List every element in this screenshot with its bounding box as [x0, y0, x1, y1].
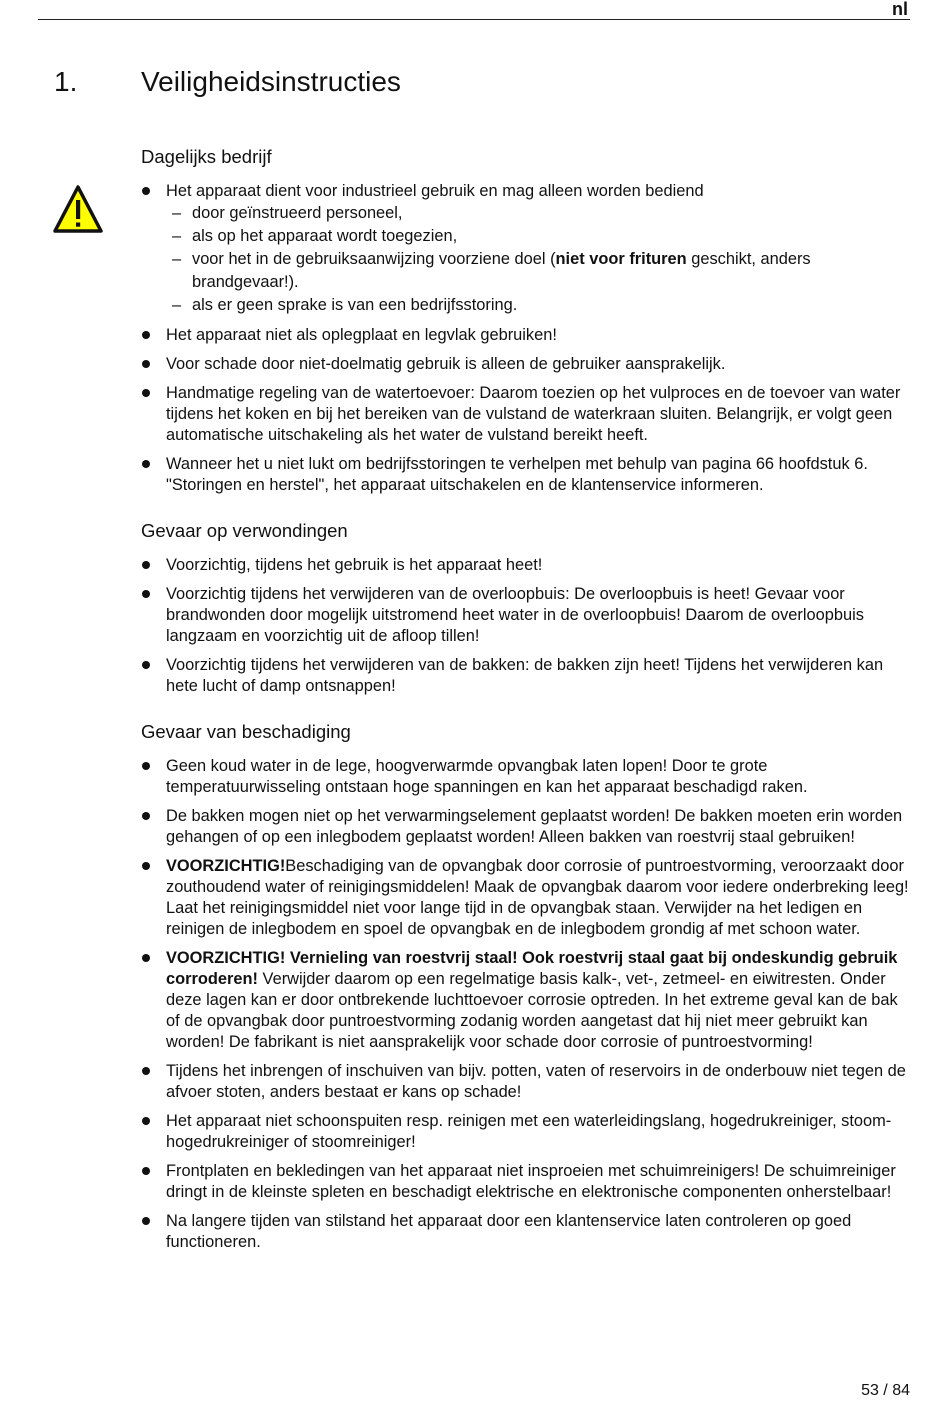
bold-text: VOORZICHTIG!	[166, 857, 286, 875]
list-item: Voor schade door niet-doelmatig gebruik is alleen de gebruiker aansprakelijk.	[141, 354, 913, 375]
text-span: voor het in de gebruiksaanwijzing voorziene doel (	[192, 250, 556, 268]
list-item	[141, 948, 913, 1053]
list-item: De bakken mogen niet op het verwarmingselement geplaatst worden! De bakken moeten erin worden gehangen of op een inlegbodem geplaatst worden! Alleen bakken van roestvrij staal gebruiken!	[141, 806, 913, 848]
page-content	[141, 146, 913, 1261]
bold-text: VOORZICHTIG! Vernieling van roestvrij staal! Ook roestvrij staal gaat bij ondeskundig gebruik corroderen!	[166, 949, 898, 988]
section-title: Gevaar op verwondingen	[141, 520, 348, 541]
list-item: Voorzichtig, tijdens het gebruik is het apparaat heet!	[141, 555, 913, 576]
list-item: Wanneer het u niet lukt om bedrijfsstoringen te verhelpen met behulp van pagina 66 hoofdstuk 6. "Storingen en herstel", het apparaat uitschakelen en de klantenservice informeren.	[141, 454, 913, 496]
sub-list	[166, 202, 913, 317]
section-title: Gevaar van beschadiging	[141, 721, 351, 742]
warning-triangle-icon	[52, 184, 104, 234]
chapter-title: Veiligheidsinstructies	[141, 66, 401, 97]
bullet-list	[141, 181, 913, 496]
chapter-number: 1.	[54, 66, 78, 97]
list-item: Geen koud water in de lege, hoogverwarmde opvangbak laten lopen! Door te grote temperatuurwisseling ontstaan hoge spanningen en kan het apparaat beschadigd raken.	[141, 756, 913, 798]
bold-text: niet voor frituren	[555, 250, 687, 268]
list-item	[141, 856, 913, 940]
list-item-text: Het apparaat dient voor industrieel gebruik en mag alleen worden bediend	[166, 182, 704, 200]
text-span: geschikt, anders brandgevaar!).	[192, 250, 811, 291]
language-code: nl	[892, 0, 908, 19]
bullet-list	[141, 555, 913, 697]
list-item: Frontplaten en bekledingen van het apparaat niet insproeien met schuimreinigers! De schuimreiniger dringt in de kleinste spleten en beschadigt elektrische en elektronische componenten onherstelbaar!	[141, 1161, 913, 1203]
bullet-list	[141, 756, 913, 1253]
page-number: 53 / 84	[861, 1382, 910, 1399]
list-item: Het apparaat niet als oplegplaat en legvlak gebruiken!	[141, 325, 913, 346]
header-rule	[38, 19, 910, 20]
section-damage-hazard	[141, 721, 913, 1253]
list-item: Tijdens het inbrengen of inschuiven van bijv. potten, vaten of reservoirs in de onderbouw niet tegen de afvoer stoten, anders bestaat er kans op schade!	[141, 1061, 913, 1103]
list-item: Handmatige regeling van de watertoevoer: Daarom toezien op het vulproces en de toevoer van water tijdens het koken en bij het bereiken van de vulstand de waterkraan sluiten. Belangrijk, er volgt geen automatische uitschakeling als het water de vulstand bereikt heeft.	[141, 383, 913, 446]
section-daily-operation	[141, 146, 913, 496]
list-item: Het apparaat niet schoonspuiten resp. reinigen met een waterleidingslang, hogedrukreiniger, stoom-hogedrukreiniger of stoomreiniger!	[141, 1111, 913, 1153]
sub-list-item: – door geïnstrueerd personeel,	[166, 202, 913, 225]
list-item: Voorzichtig tijdens het verwijderen van de bakken: de bakken zijn heet! Tijdens het verwijderen kan hete lucht of damp ontsnappen!	[141, 655, 913, 697]
section-title: Dagelijks bedrijf	[141, 146, 272, 167]
list-item: Voorzichtig tijdens het verwijderen van de overloopbuis: De overloopbuis is heet! Gevaar voor brandwonden door mogelijk uitstromend heet water in de overloopbuis! Daarom de overloopbuis langzaam en voorzichtig uit de afloop tillen!	[141, 584, 913, 647]
list-item: Na langere tijden van stilstand het apparaat door een klantenservice laten controleren op goed functioneren.	[141, 1211, 913, 1253]
sub-list-item: – als op het apparaat wordt toegezien,	[166, 225, 913, 248]
sub-list-item: – als er geen sprake is van een bedrijfsstoring.	[166, 294, 913, 317]
section-injury-hazard	[141, 520, 913, 697]
text-span: Verwijder daarom op een regelmatige basis kalk-, vet-, zetmeel- en eiwitresten. Onder deze lagen kan er door ontbrekende luchttoevoer corrosie optreden. In het extreme geval kan de bak of de opvangbak door puntroestvorming zodanig worden aangetast dat hij niet meer gebruikt kan worden! De fabrikant is niet aansprakelijk voor schade door corrosie of puntroestvorming!	[166, 970, 898, 1051]
list-item	[141, 181, 913, 317]
sub-list-item	[166, 248, 913, 294]
text-span: Beschadiging van de opvangbak door corrosie of puntroestvorming, veroorzaakt door zouthoudend water of reinigingsmiddelen! Maak de opvangbak daarom voor iedere onderbreking leeg! Laat het reinigingsmiddel niet voor lange tijd in de opvangbak staan. Verwijder na het ledigen en reinigen de inlegbodem en spoel de opvangbak en de inlegbodem grondig af met schoon water.	[166, 857, 909, 938]
